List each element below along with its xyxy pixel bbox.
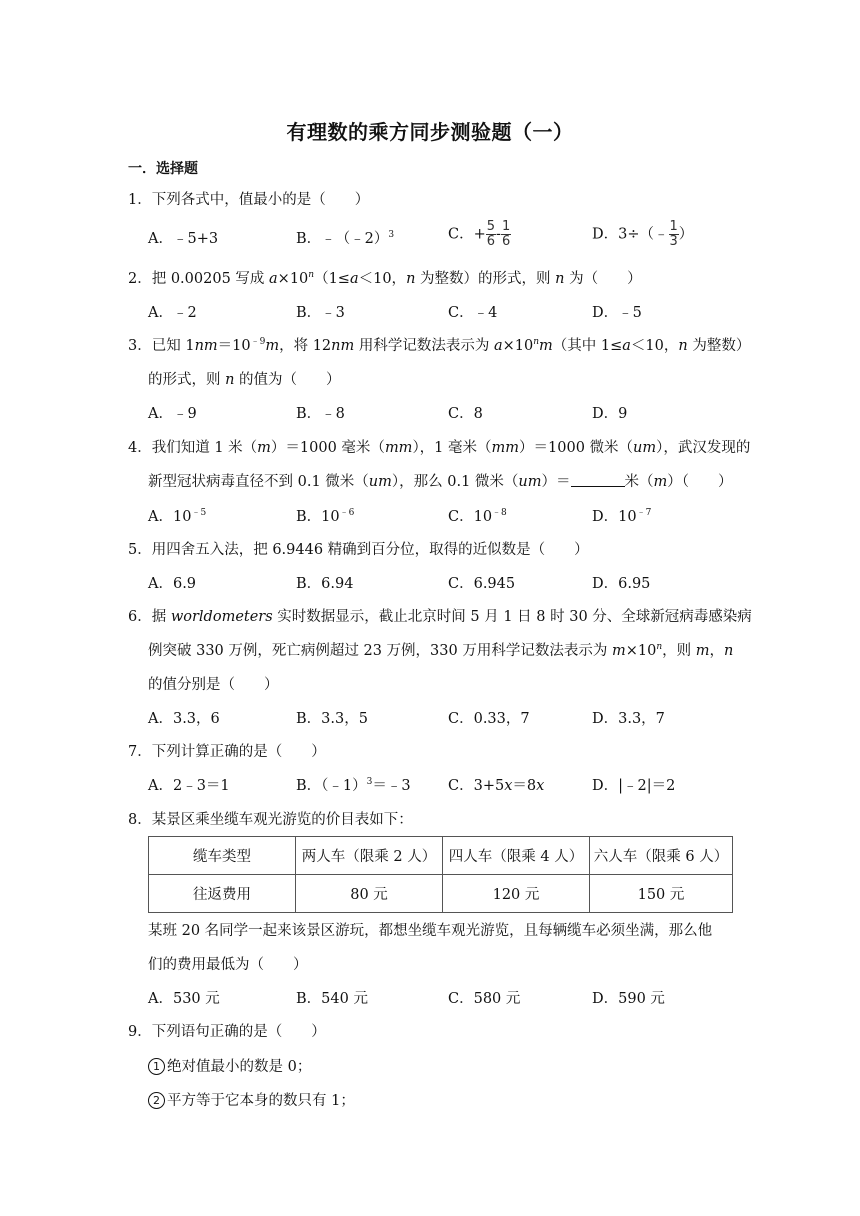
question-9-item-2: 2 平方等于它本身的数只有 1； xyxy=(148,1091,355,1111)
option-c: C．0.33，7 xyxy=(448,711,530,727)
option-b: B．$10^{﹣6}$ xyxy=(296,508,355,525)
option-d: D．6.95 xyxy=(592,576,651,592)
option-b: B．（﹣1）$^3$＝﹣3 xyxy=(296,777,411,794)
question-5-options xyxy=(148,574,748,594)
question-4-options xyxy=(148,507,748,527)
table-row xyxy=(149,837,733,875)
question-3-options xyxy=(148,404,748,424)
question-8-options xyxy=(148,989,748,1009)
option-d: D．﹣5 xyxy=(592,305,642,321)
option-a: A．﹣5+3 xyxy=(148,231,219,247)
question-6-stem: 6．据 worldometers 实时数据显示，截止北京时间 5 月 1 日 8 时 30 分、全球新冠病毒感染病 xyxy=(128,609,752,625)
question-3-stem: 3．已知 $1nm=10^{﹣9}m$，将 12nm 用科学记数法表示为 $a\times 10^nm$（其中 1≤a＜10，n 为整数） xyxy=(128,337,751,354)
question-7-stem: 7．下列计算正确的是（ ） xyxy=(128,744,326,760)
question-8-stem: 8．某景区乘坐缆车观光游览的价目表如下： xyxy=(128,812,413,828)
option-d: D．3÷（﹣ $\frac{1}{3}$ ） xyxy=(592,219,694,249)
option-d: D．9 xyxy=(592,406,628,422)
option-a: A．6.9 xyxy=(148,576,197,592)
option-a: A．﹣2 xyxy=(148,305,197,321)
section-heading: 一．选择题 xyxy=(128,161,198,177)
table-cell: 150 元 xyxy=(590,875,733,913)
option-b: B．540 元 xyxy=(296,991,368,1007)
table-cell: 六人车（限乘 6 人） xyxy=(590,837,733,875)
option-b: B．﹣3 xyxy=(296,305,345,321)
table-cell: 四人车（限乘 4 人） xyxy=(443,837,590,875)
option-b: B．6.94 xyxy=(296,576,354,592)
question-9-stem: 9．下列语句正确的是（ ） xyxy=(128,1024,326,1040)
option-d: D．|﹣2|＝2 xyxy=(592,778,676,794)
option-c: C．8 xyxy=(448,406,483,422)
circled-number: 1 xyxy=(148,1058,165,1075)
page-title: 有理数的乘方同步测验题（一） xyxy=(286,120,574,144)
question-2-stem: 2．把 0.00205 写成 $a\times 10^n(1\le a<10$，n 为整数）的形式，则 n 为（ ） xyxy=(128,270,642,287)
question-6-options xyxy=(148,709,748,729)
option-d: D．3.3，7 xyxy=(592,711,665,727)
fraction: $\frac{1}{3}$ xyxy=(669,219,678,249)
question-4-stem: 4．我们知道 1 米（m）＝1000 毫米（mm），1 毫米（mm）＝1000 微米（um），武汉发现的 xyxy=(128,440,751,456)
question-4-stem-cont: 新型冠状病毒直径不到 0.1 微米（um），那么 0.1 微米（um）＝ 米（m）（ ） xyxy=(148,474,733,490)
option-a: A．530 元 xyxy=(148,991,220,1007)
table-cell: 120 元 xyxy=(443,875,590,913)
option-c: C．+ $\frac{5}{6}$ - $\frac{1}{6}$ xyxy=(448,219,511,249)
option-a: A．3.3，6 xyxy=(148,711,220,727)
table-cell: 缆车类型 xyxy=(149,837,296,875)
question-7-options xyxy=(148,776,748,796)
question-9-item-1: 1 绝对值最小的数是 0； xyxy=(148,1057,311,1077)
option-c: C．3+5x＝8x xyxy=(448,778,545,794)
table-row xyxy=(149,875,733,913)
question-8-stem-cont: 某班 20 名同学一起来该景区游玩，都想坐缆车观光游览，且每辆缆车必须坐满，那么他 xyxy=(148,923,713,939)
option-c: C．$10^{﹣8}$ xyxy=(448,508,507,525)
circled-number: 2 xyxy=(148,1092,165,1109)
question-6-stem-cont: 例突破 330 万例，死亡病例超过 23 万例，330 万用科学记数法表示为 $m\times 10^n$，则 m，n xyxy=(148,642,734,659)
option-c: C．﹣4 xyxy=(448,305,498,321)
question-1-stem: 1．下列各式中，值最小的是（ ） xyxy=(128,192,370,208)
question-5-stem: 5．用四舍五入法，把 6.9446 精确到百分位，取得的近似数是（ ） xyxy=(128,542,589,558)
question-3-stem-cont: 的形式，则 n 的值为（ ） xyxy=(148,372,341,388)
question-8-stem-cont2: 们的费用最低为（ ） xyxy=(148,957,308,973)
table-cell: 80 元 xyxy=(296,875,443,913)
fraction: $\frac{5}{6}$ xyxy=(486,219,496,249)
table-cell: 两人车（限乘 2 人） xyxy=(296,837,443,875)
question-2-options xyxy=(148,303,748,323)
answer-blank xyxy=(571,472,625,487)
option-d: D．$10^{﹣7}$ xyxy=(592,508,652,525)
option-c: C．6.945 xyxy=(448,576,516,592)
option-c: C．580 元 xyxy=(448,991,521,1007)
fraction: $\frac{1}{6}$ xyxy=(501,219,511,249)
option-b: B．﹣8 xyxy=(296,406,345,422)
option-a: A．﹣9 xyxy=(148,406,197,422)
table-cell: 往返费用 xyxy=(149,875,296,913)
option-a: A．$10^{﹣5}$ xyxy=(148,508,207,525)
price-table xyxy=(148,836,733,913)
option-b: B．﹣（﹣2）$^3$ xyxy=(296,230,395,247)
option-b: B．3.3，5 xyxy=(296,711,368,727)
question-1-options xyxy=(148,219,748,249)
option-a: A．2﹣3＝1 xyxy=(148,778,230,794)
question-6-stem-cont2: 的值分别是（ ） xyxy=(148,677,279,693)
option-d: D．590 元 xyxy=(592,991,665,1007)
